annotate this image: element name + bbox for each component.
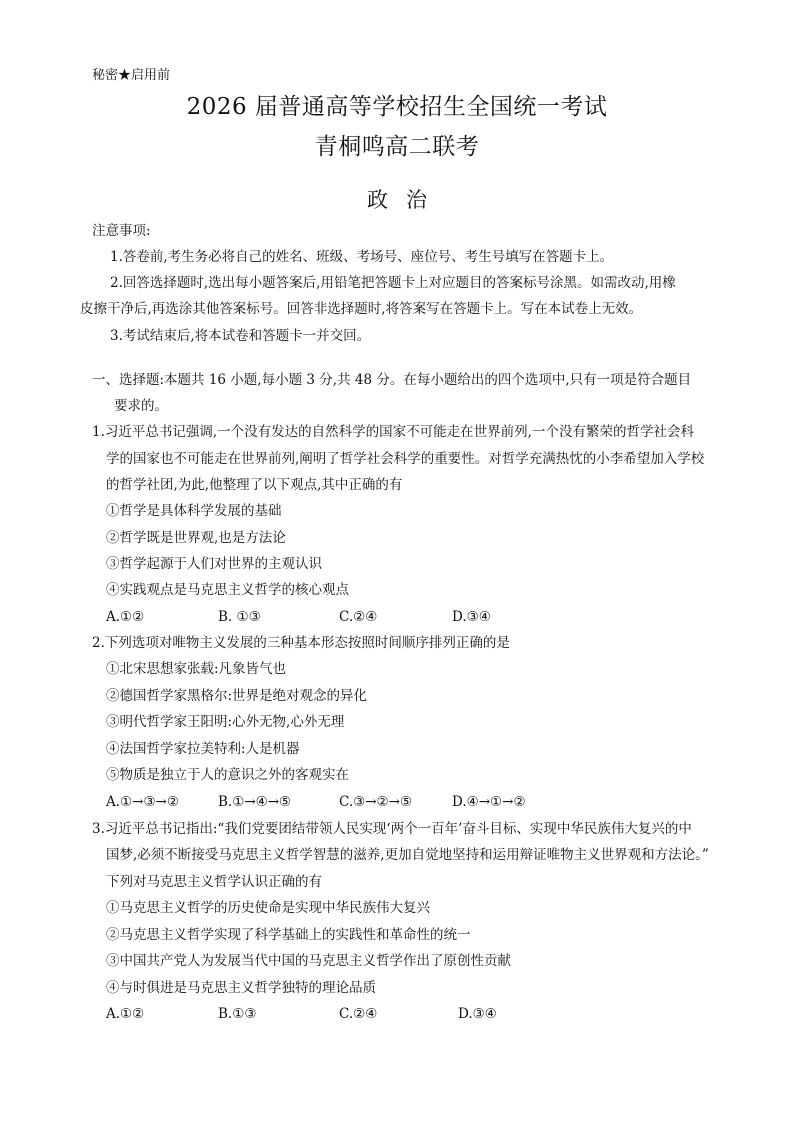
q2-statement-5: ⑤物质是独立于人的意识之外的客观实在 <box>106 767 349 783</box>
notice-item-2-line-1: 2.回答选择题时,选出每小题答案后,用铅笔把答题卡上对应题目的答案标号涂黑。如需改动,用橡 <box>110 275 676 291</box>
q1-statement-4: ④实践观点是马克思主义哲学的核心观点 <box>106 582 349 598</box>
q1-option-d[interactable]: D.③④ <box>452 609 491 625</box>
q1-option-b[interactable]: B. ①③ <box>218 609 261 625</box>
q1-option-c[interactable]: C.②④ <box>339 609 378 625</box>
q1-option-a[interactable]: A.①② <box>106 609 145 625</box>
q3-stem-line-1: 3.习近平总书记指出:“我们党要团结带领人民实现‘两个一百年’奋斗目标、实现中华民族伟大复兴的中 <box>92 821 692 837</box>
notice-item-3: 3.考试结束后,将本试卷和答题卡一并交回。 <box>110 328 371 344</box>
q3-statement-3: ③中国共产党人为发展当代中国的马克思主义哲学作出了原创性贡献 <box>106 953 511 969</box>
q2-option-d[interactable]: D.④→①→② <box>452 794 526 810</box>
q2-statement-4: ④法国哲学家拉美特利:人是机器 <box>106 741 300 757</box>
notice-heading: 注意事项: <box>92 223 151 239</box>
q2-statement-3: ③明代哲学家王阳明:心外无物,心外无理 <box>106 714 345 730</box>
q3-option-b[interactable]: B.①③ <box>218 1006 257 1022</box>
exam-title: 2026 届普通高等学校招生全国统一考试 <box>186 94 608 120</box>
q3-stem-line-2: 国梦,必须不断接受马克思主义哲学智慧的滋养,更加自觉地坚持和运用辩证唯物主义世界观和方法论。” <box>106 847 709 863</box>
q2-statement-2: ②德国哲学家黑格尔:世界是绝对观念的异化 <box>106 688 368 704</box>
subject-title: 政治 <box>367 188 445 212</box>
q3-option-d[interactable]: D.③④ <box>458 1006 497 1022</box>
q3-statement-1: ①马克思主义哲学的历史使命是实现中华民族伟大复兴 <box>106 900 430 916</box>
q1-stem-line-3: 的哲学社团,为此,他整理了以下观点,其中正确的有 <box>106 477 403 493</box>
q3-option-a[interactable]: A.①② <box>106 1006 145 1022</box>
section-intro-line-2: 要求的。 <box>114 398 168 414</box>
q2-option-c[interactable]: C.③→②→⑤ <box>339 794 413 810</box>
q3-statement-2: ②马克思主义哲学实现了科学基础上的实践性和革命性的统一 <box>106 927 471 943</box>
exam-subtitle: 青桐鸣高二联考 <box>314 134 480 160</box>
q3-statement-4: ④与时俱进是马克思主义哲学独特的理论品质 <box>106 980 376 996</box>
confidential-label: 秘密★启用前 <box>92 68 171 83</box>
q3-stem-line-3: 下列对马克思主义哲学认识正确的有 <box>106 874 322 890</box>
q1-stem-line-2: 学的国家也不可能走在世界前列,阐明了哲学社会科学的重要性。对哲学充满热忱的小李希望加入学校 <box>106 451 705 467</box>
q1-statement-1: ①哲学是具体科学发展的基础 <box>106 503 282 519</box>
q2-option-b[interactable]: B.①→④→⑤ <box>218 794 292 810</box>
q2-statement-1: ①北宋思想家张载:凡象皆气也 <box>106 661 287 677</box>
q2-option-a[interactable]: A.①→③→② <box>106 794 179 810</box>
q1-stem-line-1: 1.习近平总书记强调,一个没有发达的自然科学的国家不可能走在世界前列,一个没有繁荣的哲学社会科 <box>92 424 694 440</box>
section-intro-line-1: 一、选择题:本题共 16 小题,每小题 3 分,共 48 分。在每小题给出的四个选项中,只有一项是符合题目 <box>92 372 692 388</box>
notice-item-1: 1.答卷前,考生务必将自己的姓名、班级、考场号、座位号、考生号填写在答题卡上。 <box>110 249 614 265</box>
notice-item-2-line-2: 皮擦干净后,再选涂其他答案标号。回答非选择题时,将答案写在答题卡上。写在本试卷上无效。 <box>80 301 643 317</box>
q3-option-c[interactable]: C.②④ <box>339 1006 378 1022</box>
q1-statement-3: ③哲学起源于人们对世界的主观认识 <box>106 556 322 572</box>
q2-stem-line-1: 2.下列选项对唯物主义发展的三种基本形态按照时间顺序排列正确的是 <box>92 635 510 651</box>
q1-statement-2: ②哲学既是世界观,也是方法论 <box>106 530 286 546</box>
